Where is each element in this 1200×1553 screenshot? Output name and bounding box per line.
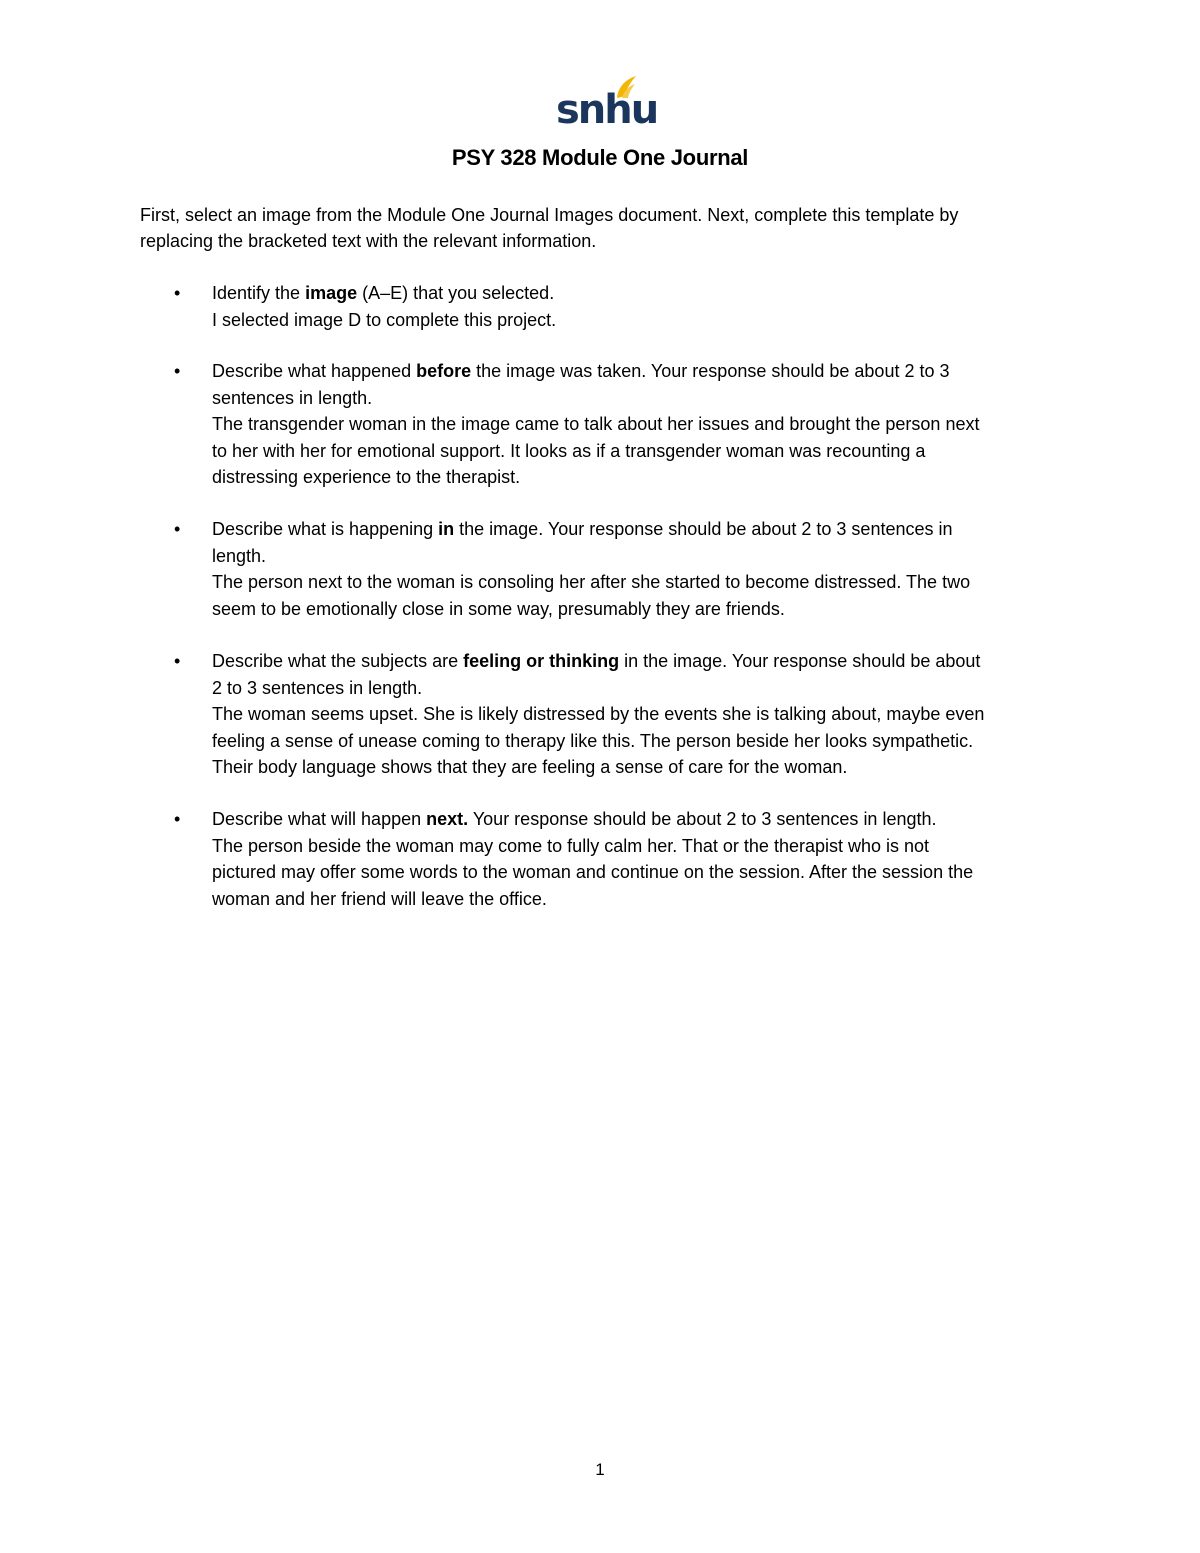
answer-line: The transgender woman in the image came to talk about her issues and brought the person next [212, 414, 980, 434]
intro-line: First, select an image from the Module One Journal Images document. Next, complete this template by [140, 205, 959, 225]
prompt: Identify the image (A–E) that you selected. [212, 283, 555, 303]
answer-line: pictured may offer some words to the woman and continue on the session. After the session the [212, 862, 974, 882]
prompt: Describe what is happening in the image. Your response should be about 2 to 3 sentences in [212, 519, 953, 539]
prompt: Describe what will happen next. Your response should be about 2 to 3 sentences in length. [212, 809, 937, 829]
bullet: • [174, 651, 181, 671]
answer-line: woman and her friend will leave the office. [212, 888, 547, 909]
intro-line: replacing the bracketed text with the relevant information. [140, 231, 597, 251]
logo-wordmark: snhu [556, 87, 658, 133]
page-number: 1 [595, 1460, 605, 1479]
answer-line: seem to be emotionally close in some way, presumably they are friends. [212, 598, 785, 619]
prompt-continuation: length. [212, 545, 267, 566]
list-item [174, 648, 1072, 781]
page-title: PSY 328 Module One Journal [451, 145, 749, 170]
list-item [174, 806, 1072, 912]
prompt: Describe what the subjects are feeling or thinking in the image. Your response should be about [212, 651, 981, 671]
answer-line: I selected image D to complete this project. [212, 309, 557, 330]
bullet: • [174, 519, 181, 539]
list-item [174, 280, 1072, 333]
answer-line: The person next to the woman is consoling her after she started to become distressed. The two [212, 572, 971, 592]
list-item [174, 516, 1072, 622]
prompt-continuation: 2 to 3 sentences in length. [212, 677, 423, 698]
intro-paragraph [140, 202, 1070, 254]
answer-line: Their body language shows that they are feeling a sense of care for the woman. [212, 757, 848, 777]
prompt-continuation: sentences in length. [212, 387, 373, 408]
answer-line: to her with her for emotional support. It looks as if a transgender woman was recounting a [212, 440, 926, 461]
bullet: • [174, 361, 181, 381]
bullet: • [174, 283, 181, 303]
answer-line: The woman seems upset. She is likely distressed by the events she is talking about, maybe even [212, 704, 985, 724]
snhu-logo [556, 74, 658, 133]
list-item [174, 358, 1072, 491]
answer-line: distressing experience to the therapist. [212, 467, 521, 487]
bullet: • [174, 809, 181, 829]
answer-line: feeling a sense of unease coming to therapy like this. The person beside her looks sympathetic. [212, 730, 974, 751]
answer-line: The person beside the woman may come to fully calm her. That or the therapist who is not [212, 835, 930, 856]
prompt: Describe what happened before the image was taken. Your response should be about 2 to 3 [212, 361, 950, 381]
